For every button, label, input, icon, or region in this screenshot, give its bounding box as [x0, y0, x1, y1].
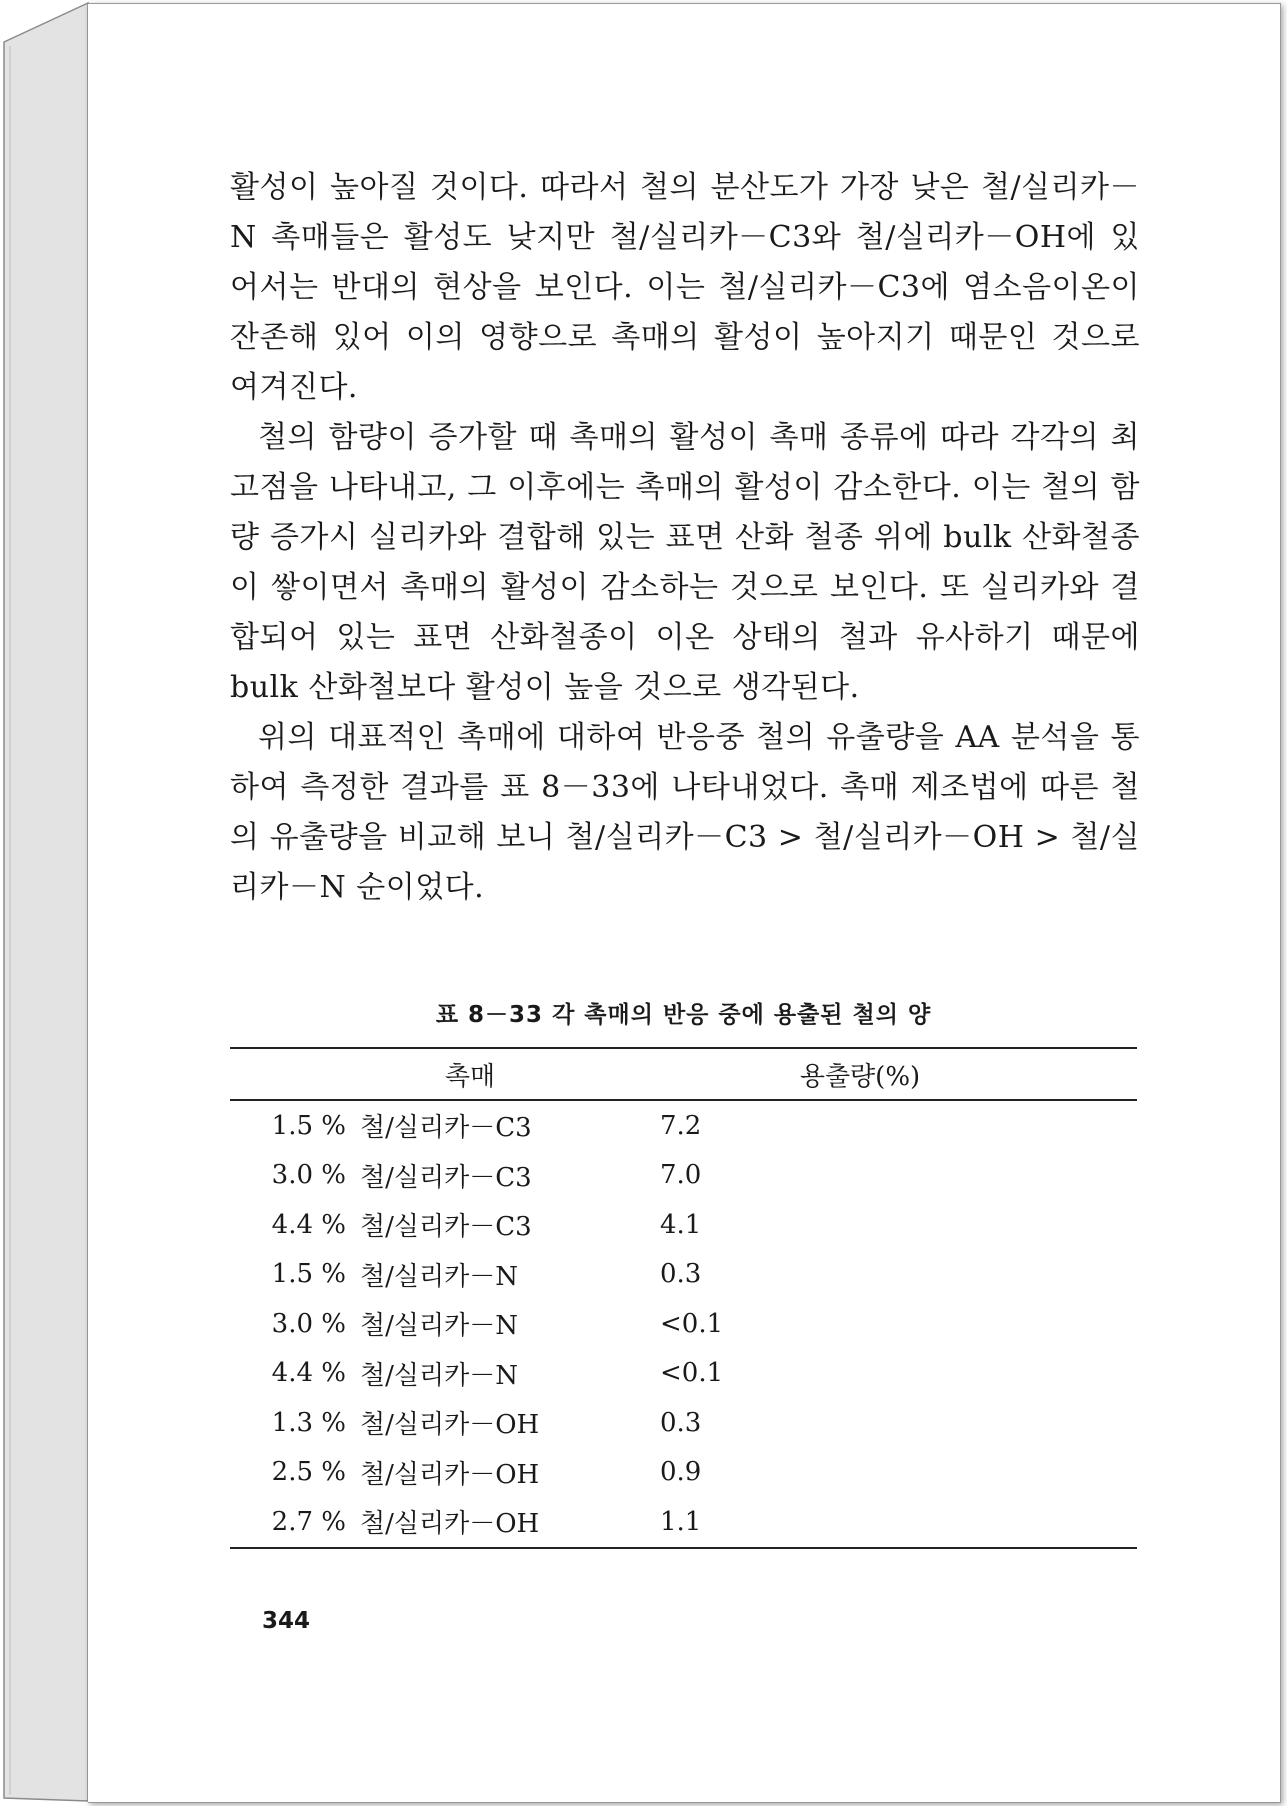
row-value: 0.3: [660, 1407, 702, 1438]
row-catalyst: 철/실리카－C3: [360, 1113, 532, 1144]
row-pct: 2.7 %: [271, 1506, 346, 1537]
row-catalyst: 철/실리카－OH: [360, 1459, 540, 1490]
row-catalyst: 철/실리카－C3: [360, 1162, 532, 1193]
table-caption: 표 8－33 각 촉매의 반응 중에 용출된 철의 양: [435, 1002, 932, 1028]
row-pct: 3.0 %: [271, 1160, 346, 1191]
row-value: <0.1: [660, 1358, 724, 1389]
row-value: 1.1: [660, 1506, 702, 1537]
table-row: [230, 1151, 1137, 1201]
row-value: 0.9: [660, 1457, 702, 1488]
row-pct: 1.5 %: [271, 1259, 346, 1290]
table-row: [230, 1200, 1137, 1250]
table-row: [230, 1398, 1137, 1448]
row-value: <0.1: [660, 1308, 724, 1339]
row-value: 7.2: [660, 1110, 702, 1141]
table-row: [230, 1299, 1137, 1349]
leaching-table: [230, 1047, 1137, 1549]
row-pct: 1.5 %: [271, 1110, 346, 1141]
table-row: [230, 1349, 1137, 1399]
table-row: [230, 1448, 1137, 1498]
row-catalyst: 철/실리카－C3: [360, 1212, 532, 1243]
row-pct: 1.3 %: [271, 1407, 346, 1438]
row-catalyst: 철/실리카－N: [360, 1261, 518, 1292]
book-spine: [0, 0, 100, 1806]
row-value: 0.3: [660, 1259, 702, 1290]
header-amount: 용출량(%): [799, 1061, 921, 1092]
paragraph-2: 철의 함량이 증가할 때 촉매의 활성이 촉매 종류에 따라 각각의 최고점을 나타내고, 그 이후에는 촉매의 활성이 감소한다. 이는 철의 함량 증가시 실리카와 결합해 있는 표면 산화 철종 위에 bulk 산화철종이 쌓이면서 촉매의 활성이 감소하는 것으로 보인다. 또 실리카와 결합되어 있는 표면 산화철종이 이온 상태의 철과 유사하기 때문에 bulk 산화철보다 활성이 높을 것으로 생각된다.: [230, 420, 1140, 705]
row-catalyst: 철/실리카－N: [360, 1311, 518, 1342]
row-catalyst: 철/실리카－OH: [360, 1410, 540, 1441]
row-pct: 4.4 %: [271, 1209, 346, 1240]
row-catalyst: 철/실리카－N: [360, 1360, 518, 1391]
page-number: 344: [262, 1608, 311, 1634]
row-pct: 2.5 %: [271, 1457, 346, 1488]
paragraph-1: 활성이 높아질 것이다. 따라서 철의 분산도가 가장 낮은 철/실리카－N 촉매들은 활성도 낮지만 철/실리카－C3와 철/실리카－OH에 있어서는 반대의 현상을 보인다. 이는 철/실리카－C3에 염소음이온이 잔존해 있어 이의 영향으로 촉매의 활성이 높아지기 때문인 것으로 여겨진다.: [230, 170, 1140, 405]
paragraph-3: 위의 대표적인 촉매에 대하여 반응중 철의 유출량을 AA 분석을 통하여 측정한 결과를 표 8－33에 나타내었다. 촉매 제조법에 따른 철의 유출량을 비교해 보니 철/실리카－C3 > 철/실리카－OH > 철/실리카－N 순이었다.: [230, 720, 1140, 905]
row-value: 7.0: [660, 1160, 702, 1191]
row-catalyst: 철/실리카－OH: [360, 1509, 540, 1540]
table-row: [230, 1101, 1137, 1151]
table-header: [230, 1049, 1137, 1101]
row-value: 4.1: [660, 1209, 702, 1240]
header-catalyst: 촉매: [444, 1061, 496, 1092]
table-row: [230, 1497, 1137, 1547]
row-pct: 3.0 %: [271, 1308, 346, 1339]
row-pct: 4.4 %: [271, 1358, 346, 1389]
table-row: [230, 1250, 1137, 1300]
body-text: [230, 163, 1140, 913]
